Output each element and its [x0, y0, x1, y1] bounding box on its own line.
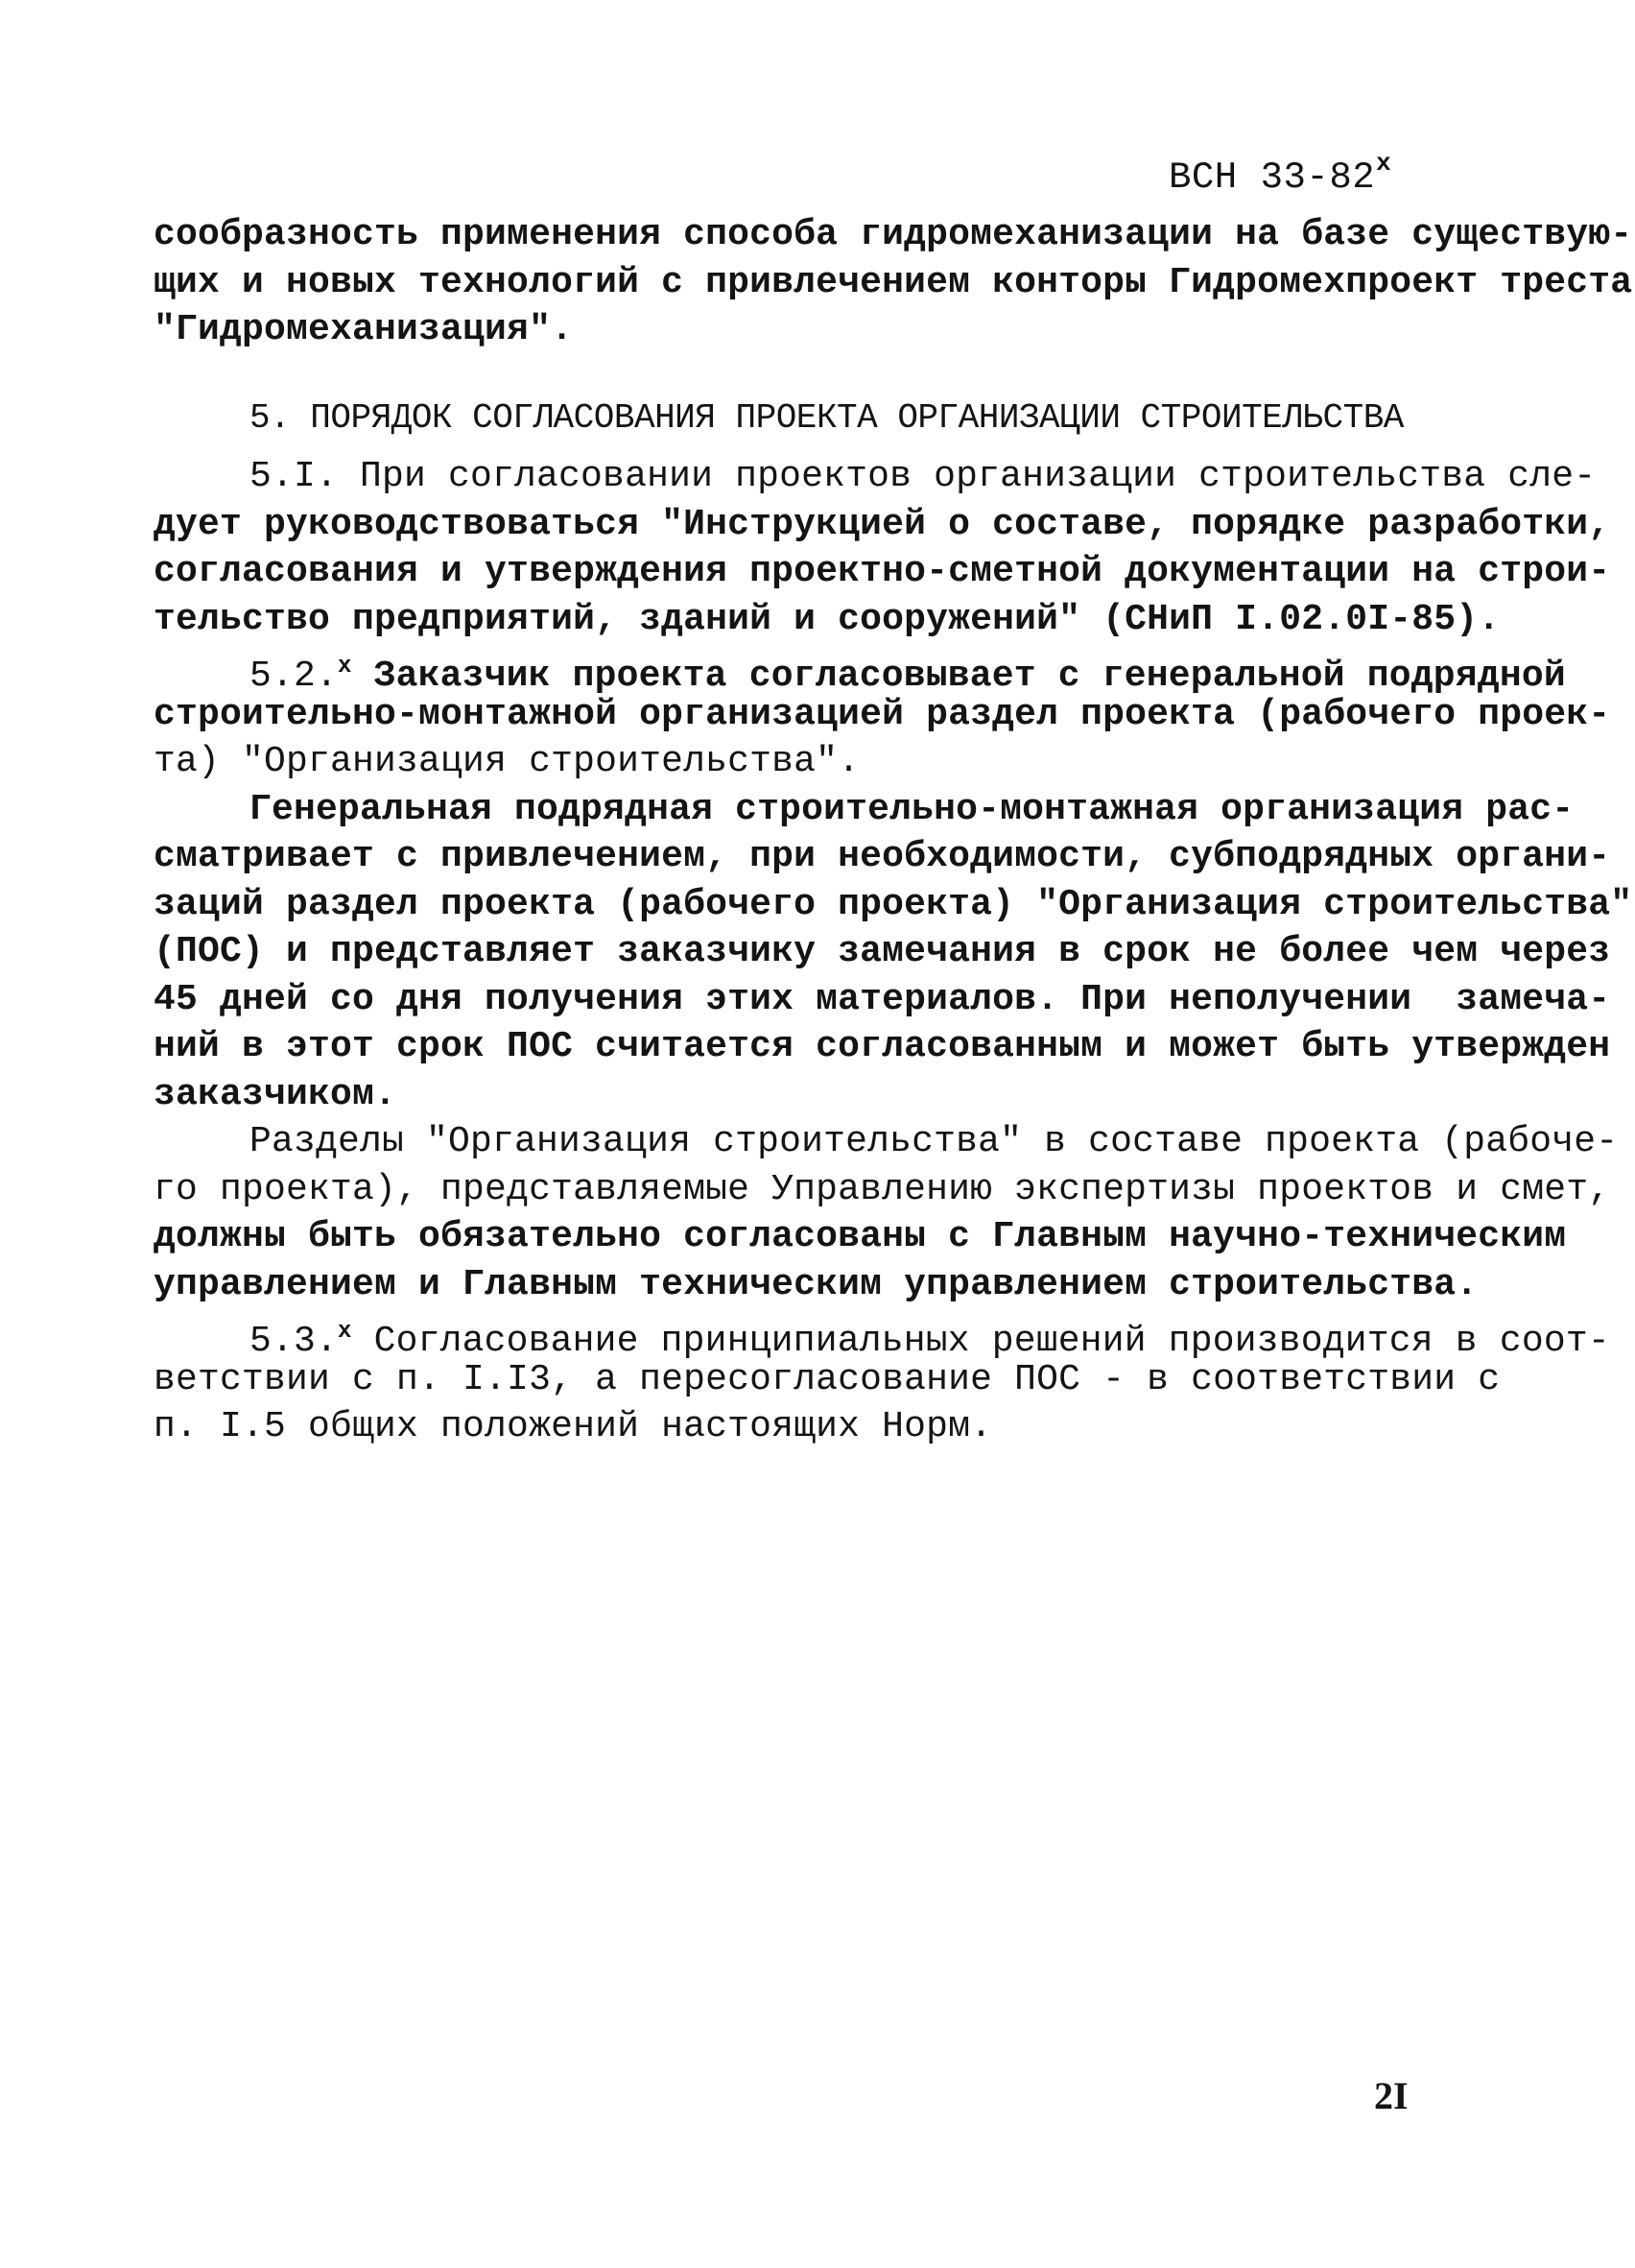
text-line: (ПОС) и представляет заказчику замечания в срок не более чем через — [154, 931, 1611, 972]
text-fragment: Заказчик проекта согласовывает с генеральной подрядной — [351, 656, 1566, 697]
text-line: сообразность применения способа гидромеханизации на базе существую- — [154, 214, 1633, 255]
section-heading: 5. ПОРЯДОК СОГЛАСОВАНИЯ ПРОЕКТА ОРГАНИЗАЦИИ СТРОИТЕЛЬСТВА — [249, 397, 1404, 438]
paragraph-5-1 — [154, 453, 1611, 643]
text-line — [154, 1308, 1610, 1362]
text-line: тельство предприятий, зданий и сооружений" (СНиП I.02.0I-85). — [154, 598, 1501, 640]
text-line: "Гидромеханизация". — [154, 309, 574, 350]
text-line: п. I.5 общих положений настоящих Норм. — [154, 1406, 993, 1447]
text-line: щих и новых технологий с привлечением конторы Гидромехпроект треста — [154, 261, 1633, 303]
text-line: Генеральная подрядная строительно-монтажная организация рас- — [249, 788, 1575, 830]
document-code-text: ВСН 33-82 — [1169, 156, 1376, 199]
text-line: согласования и утверждения проектно-сметной документации на строи- — [154, 551, 1611, 592]
paragraph-5-3 — [154, 1308, 1610, 1451]
text-line: управлением и Главным техническим управлением строительства. — [154, 1263, 1479, 1305]
revision-mark: x — [338, 1319, 352, 1345]
text-line: ветствии с п. I.I3, а пересогласование ПОС - в соответствии с — [154, 1358, 1501, 1400]
text-fragment: 5.I. При согласовании проектов организации строительства сле- — [249, 456, 1597, 497]
text-line — [154, 453, 1597, 501]
text-line: та) "Организация строительства". — [154, 741, 861, 782]
text-line: Разделы "Организация строительства" в составе проекта (рабоче- — [249, 1121, 1619, 1162]
paragraph-number: 5.3. — [249, 1321, 339, 1362]
paragraph-5-2-sections — [154, 1118, 1619, 1308]
document-code — [1169, 149, 1391, 199]
text-line — [154, 643, 1566, 697]
text-line: заказчиком. — [154, 1073, 397, 1115]
text-line: заций раздел проекта (рабочего проекта) "Организация строительства" — [154, 883, 1633, 925]
text-line: должны быть обязательно согласованы с Главным научно-техническим — [154, 1216, 1567, 1257]
intro-paragraph — [154, 211, 1633, 354]
paragraph-5-2-general-contractor — [154, 786, 1633, 1119]
paragraph-number: 5.2. — [249, 656, 339, 697]
text-line: го проекта), представляемые Управлению экспертизы проектов и смет, — [154, 1168, 1611, 1210]
text-line: 45 дней со дня получения этих материалов. При неполучении замеча- — [154, 978, 1611, 1020]
page-number: 2I — [1374, 2074, 1409, 2117]
document-body — [154, 211, 1633, 1451]
revision-mark: x — [338, 654, 352, 680]
text-line: ний в этот срок ПОС считается согласованным и может быть утвержден — [154, 1026, 1611, 1067]
paragraph-5-2 — [154, 643, 1611, 786]
text-line: строительно-монтажной организацией раздел проекта (рабочего проек- — [154, 693, 1611, 735]
text-line: дует руководствоваться "Инструкцией о составе, порядке разработки, — [154, 503, 1611, 545]
text-line: сматривает с привлечением, при необходимости, субподрядных органи- — [154, 836, 1611, 877]
text-fragment: Согласование принципиальных решений производится в соот- — [351, 1321, 1610, 1362]
document-code-mark: x — [1376, 149, 1392, 178]
